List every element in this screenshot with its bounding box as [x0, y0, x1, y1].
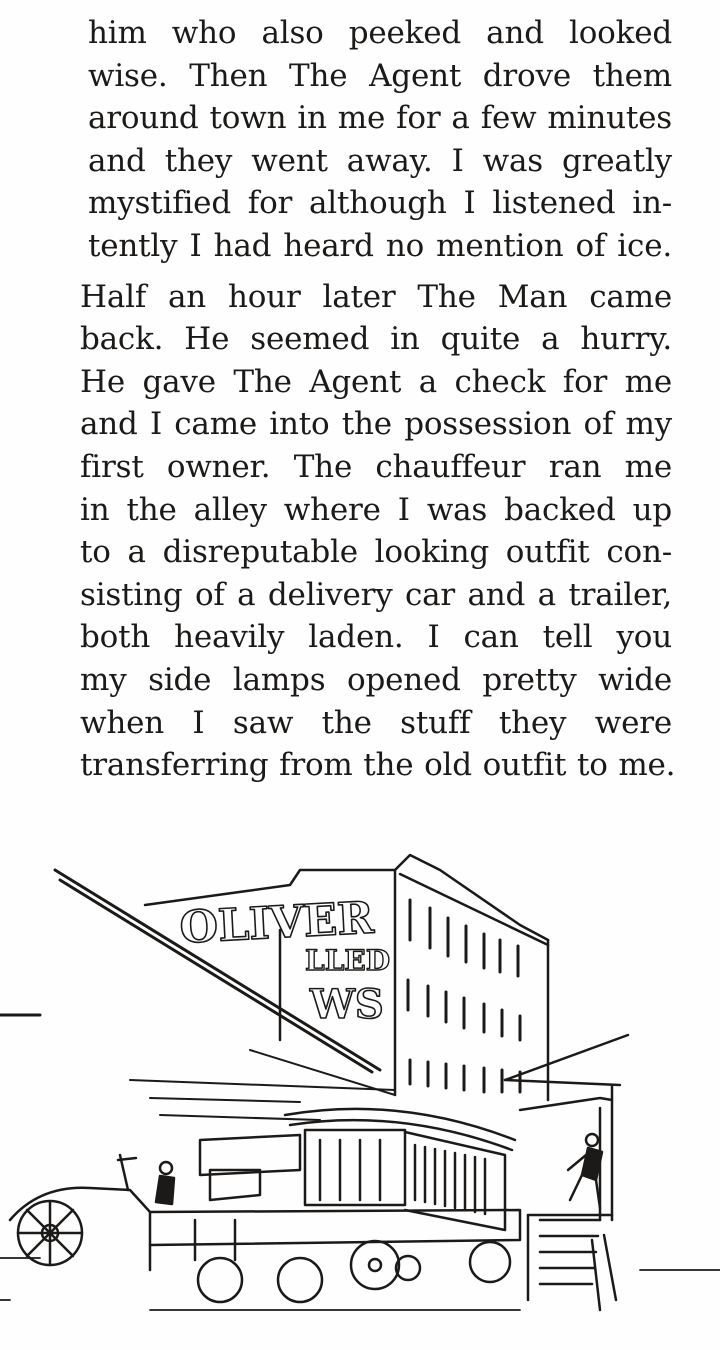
- text-line: first owner. The chauffeur ran me: [80, 448, 672, 485]
- text-line: back. He seemed in quite a hurry.: [80, 321, 672, 358]
- text-line: tently I had heard no mention of ice.: [88, 227, 672, 264]
- text-line: when I saw the stuff they were: [80, 704, 672, 741]
- worker-figure: [568, 1134, 602, 1208]
- text-line: both heavily laden. I can tell you: [80, 619, 672, 656]
- text-line: sisting of a delivery car and a trailer,: [80, 576, 672, 613]
- text-line: him who also peeked and looked: [88, 15, 672, 51]
- text-line: Half an hour later The Man came: [80, 278, 672, 315]
- text-line: and they went away. I was greatly: [88, 142, 672, 179]
- text-line: to a disreputable looking outfit con-: [80, 534, 672, 571]
- sign-line-1: OLIVER: [178, 892, 375, 954]
- building-windows: [408, 900, 520, 1092]
- text-line: and I came into the possession of my: [80, 406, 672, 443]
- paragraph-2: [80, 276, 676, 787]
- text-line: around town in me for a few minutes: [88, 100, 672, 137]
- street-scene-illustration: [0, 840, 720, 1340]
- text-line: in the alley where I was backed up: [80, 491, 672, 528]
- text-line: mystified for although I listened in-: [88, 185, 672, 222]
- tall-building: [145, 855, 548, 1100]
- text-body: [80, 12, 676, 787]
- paragraph-1: [88, 12, 672, 268]
- sign-line-2: LLED: [305, 944, 390, 977]
- text-line: transferring from the old outfit to me.: [80, 747, 676, 784]
- loading-dock: [505, 1035, 628, 1310]
- text-line: wise. Then The Agent drove them: [88, 57, 672, 94]
- text-line: He gave The Agent a check for me: [80, 363, 672, 400]
- text-line: my side lamps opened pretty wide: [80, 661, 672, 698]
- sign-line-3: WS: [310, 981, 384, 1028]
- driver-figure: [156, 1162, 174, 1204]
- sign-lettering: [178, 893, 390, 1028]
